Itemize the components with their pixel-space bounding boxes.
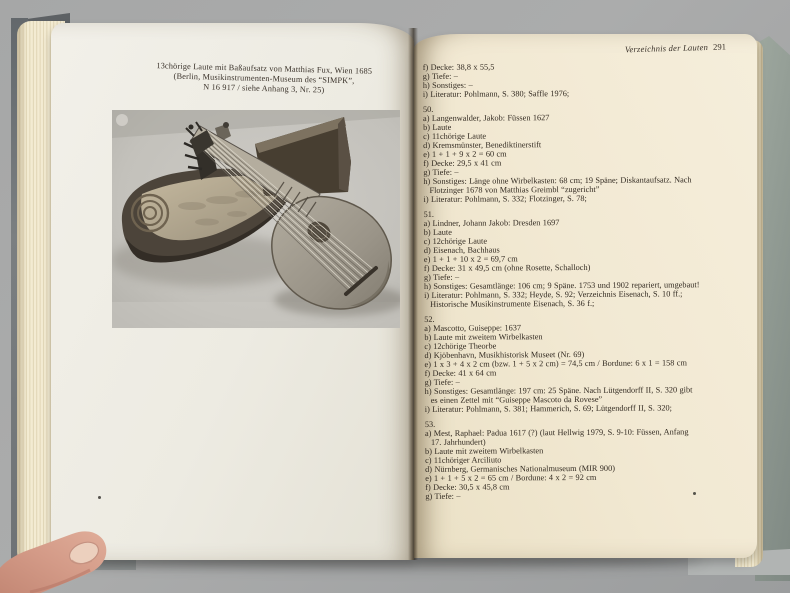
thumb-graphic bbox=[0, 498, 136, 593]
entry-line: a) Mascotto, Guiseppe: 1637 bbox=[424, 323, 522, 333]
entry-line: g) Tiefe: – bbox=[423, 272, 460, 282]
entry-line: a) Langenwalder, Jakob: Füssen 1627 bbox=[422, 113, 550, 123]
entry-line: h) Sonstiges: Länge ohne Wirbelkasten: 68 cm; 19 Späne; Diskantaufsatz. Nach bbox=[423, 175, 692, 186]
entry-line: d) Eisenach, Bachhaus bbox=[423, 245, 500, 255]
entry-line: c) 11chöriger Arciliuto bbox=[425, 455, 502, 465]
catalog-entry bbox=[423, 103, 732, 204]
lute-photo-graphic bbox=[112, 110, 400, 328]
entry-line: g) Tiefe: – bbox=[422, 71, 458, 81]
entry-line: e) 1 + 1 + 9 x 2 = 60 cm bbox=[423, 149, 507, 159]
entry-number: 53. bbox=[424, 419, 436, 429]
entry-line: d) Nürnberg, Germanisches Nationalmuseum (MIR 900) bbox=[425, 463, 616, 474]
catalog-entry bbox=[425, 418, 733, 501]
thumb bbox=[0, 498, 136, 593]
entry-line: e) 1 + 1 + 5 x 2 = 65 cm / Bordune: 4 x 2 = 92 cm bbox=[425, 472, 597, 483]
entry-line: b) Laute mit zweitem Wirbelkasten bbox=[424, 332, 543, 342]
entry-line: c) 12chörige Laute bbox=[423, 236, 488, 246]
print-dot-right bbox=[693, 492, 696, 495]
entry-line: f) Decke: 29,5 x 41 cm bbox=[423, 158, 502, 168]
entry-line: i) Literatur: Pohlmann, S. 381; Hammerich, S. 69; Lütgendorff II, S. 320; bbox=[424, 403, 672, 414]
entry-line: d) Kremsmünster, Benediktinerstift bbox=[423, 140, 542, 150]
photo-worn-spot bbox=[116, 114, 128, 126]
caption-line-1: 13chörige Laute mit Baßaufsatz von Matthias Fux, Wien 1685 bbox=[156, 61, 373, 76]
entry-number: 52. bbox=[424, 314, 435, 324]
entry-line: g) Tiefe: – bbox=[424, 377, 460, 387]
entry-number: 51. bbox=[423, 209, 434, 219]
caption-line-3: N 16 917 / siehe Anhang 3, Nr. 25) bbox=[203, 82, 325, 95]
entry-line: h) Sonstiges: – bbox=[422, 80, 473, 90]
entry-line: es einen Zettel mit “Guiseppe Mascoto da Rovese” bbox=[430, 394, 603, 405]
entry-line: 17. Jahrhundert) bbox=[430, 437, 486, 447]
entry-line: f) Decke: 38,8 x 55,5 bbox=[422, 62, 495, 72]
entry-line: h) Sonstiges: Gesamtlänge: 197 cm: 25 Späne. Nach Lütgendorff II, S. 320 gibt bbox=[424, 385, 693, 396]
entry-line: i) Literatur: Pohlmann, S. 380; Saffle 1976; bbox=[422, 89, 570, 99]
catalog-entry bbox=[424, 208, 733, 309]
entry-line: e) 1 + 1 + 10 x 2 = 69,7 cm bbox=[423, 254, 518, 264]
entry-line: g) Tiefe: – bbox=[425, 491, 461, 501]
catalog-entry bbox=[423, 61, 731, 99]
entry-line: i) Literatur: Pohlmann, S. 332; Heyde, S. 92; Verzeichnis Eisenach, S. 10 ff.; bbox=[424, 289, 683, 300]
entry-line: Historische Musikinstrumente Eisenach, S. 36 f.; bbox=[430, 298, 595, 309]
entry-line: i) Literatur: Pohlmann, S. 332; Flotzinger, S. 78; bbox=[423, 193, 587, 204]
entry-number: 50. bbox=[422, 104, 434, 114]
entry-line: c) 12chörige Theorbe bbox=[424, 341, 497, 351]
entry-line: f) Decke: 30,5 x 45,8 cm bbox=[425, 482, 510, 492]
entry-line: b) Laute bbox=[423, 122, 452, 132]
catalog-entry bbox=[424, 313, 733, 414]
entry-line: g) Tiefe: – bbox=[423, 167, 459, 177]
entry-line: h) Sonstiges: Gesamtlänge: 106 cm; 9 Späne. 1753 und 1902 repariert, umgebaut! bbox=[424, 280, 700, 291]
lute-photograph bbox=[112, 110, 400, 328]
running-header-title: Verzeichnis der Lauten bbox=[624, 42, 709, 55]
entry-line: e) 1 x 3 + 4 x 2 cm (bzw. 1 + 5 x 2 cm) = 74,5 cm / Bordune: 6 x 1 = 158 cm bbox=[424, 358, 687, 369]
page-number: 291 bbox=[712, 41, 727, 52]
entry-line: f) Decke: 41 x 64 cm bbox=[424, 368, 497, 378]
entry-line: Flotzinger 1678 von Matthias Greimbl “zugericht” bbox=[429, 184, 600, 195]
entry-line: b) Laute bbox=[423, 227, 452, 237]
entry-line: f) Decke: 31 x 49,5 cm (ohne Rosette, Schalloch) bbox=[423, 262, 591, 273]
entry-line: a) Lindner, Johann Jakob: Dresden 1697 bbox=[423, 218, 560, 228]
entry-line: c) 11chörige Laute bbox=[423, 131, 487, 141]
caption-line-2: (Berlin, Musikinstrumenten-Museum des “SIMPK”, bbox=[173, 71, 355, 86]
book-gutter bbox=[408, 28, 418, 560]
catalog-entries bbox=[423, 61, 734, 501]
entry-line: b) Laute mit zweitem Wirbelkasten bbox=[425, 446, 544, 456]
entry-line: d) Kjöbenhavn, Musikhistorisk Museet (Nr. 69) bbox=[424, 349, 585, 360]
entry-line: a) Mest, Raphael: Padua 1617 (?) (laut Hellwig 1979, S. 9-10: Füssen, Anfang bbox=[424, 427, 689, 438]
